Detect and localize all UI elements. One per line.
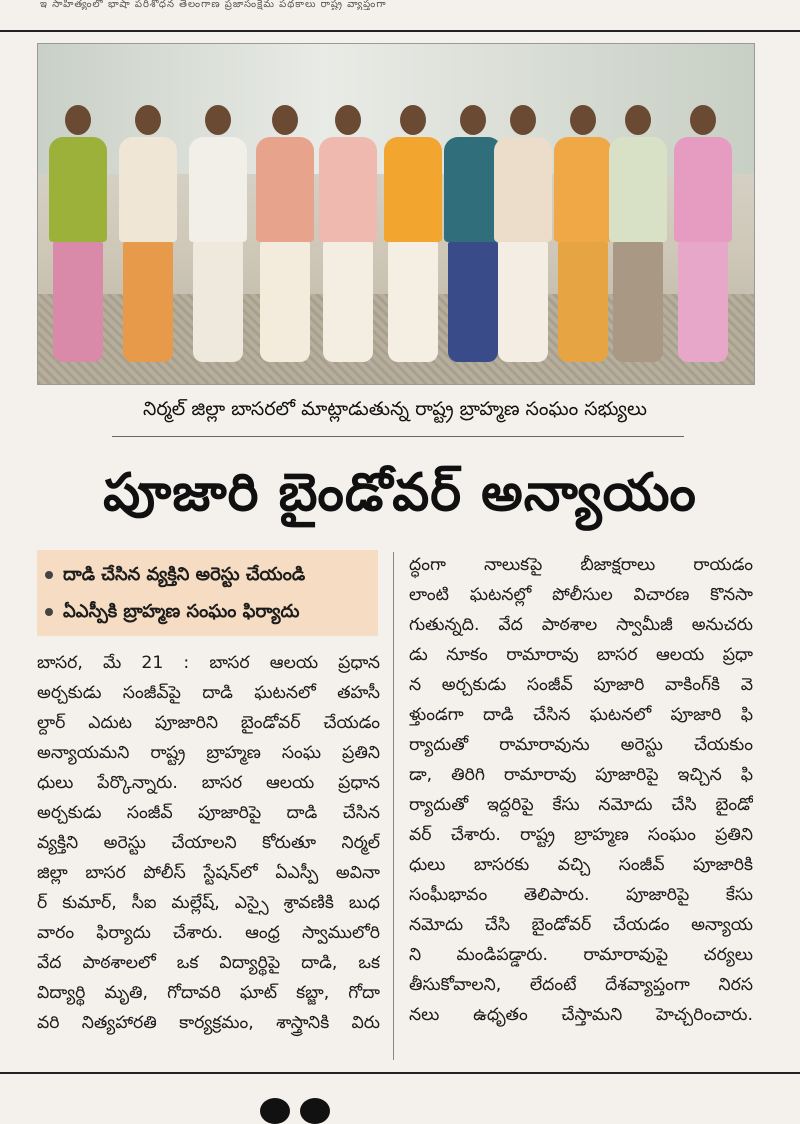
article-line: వర్ చేశారు. రాష్ట్ర బ్రాహ్మణ సంఘం ప్రతిని bbox=[409, 825, 753, 845]
article-line: ర్యాదుతో ఇద్దరిపై కేసు నమోదు చేసి బైండో bbox=[409, 795, 753, 815]
article-line: అర్చకుడు సంజీవ్ పూజారిపై దాడి చేసిన bbox=[37, 803, 380, 823]
highlight-item bbox=[45, 558, 375, 592]
article-line: సంఘీభావం తెలిపారు. పూజారిపై కేసు bbox=[409, 885, 753, 905]
top-divider bbox=[0, 30, 800, 32]
article-line: జిల్లా బాసర పోలీస్ స్టేషన్‌లో ఏఎస్పీ అవినా bbox=[37, 863, 380, 883]
article-line: వేద పాఠశాలలో ఒక విద్యార్థిపై దాడి, ఒక bbox=[37, 953, 380, 973]
article-line: వ్యక్తిని అరెస్టు చేయాలని కోరుతూ నిర్మల్ bbox=[37, 833, 380, 853]
person-figure bbox=[313, 105, 383, 362]
article-line: ద్ధంగా నాలుకపై బీజాక్షరాలు రాయడం bbox=[409, 555, 753, 575]
clipped-top-text: ఇ సాహిత్యంలో భాషా పరిశోధన తెలంగాణ ప్రజాసంక్షేమ పథకాలు రాష్ట్ర వ్యాప్తంగా bbox=[40, 0, 387, 10]
article-line: న అర్చకుడు సంజీవ్ పూజారి వాకింగ్‌కి వె bbox=[409, 675, 753, 695]
article-line: ధులు బాసరకు వచ్చి సంజీవ్ పూజారికి bbox=[409, 855, 753, 875]
clipped-bottom-graphic bbox=[200, 1098, 360, 1114]
highlight-text: ఏఎస్పీకి బ్రాహ్మణ సంఘం ఫిర్యాదు bbox=[63, 601, 300, 622]
person-figure bbox=[43, 105, 113, 362]
article-line: తీసుకోవాలని, లేదంటే దేశవ్యాప్తంగా నిరస bbox=[409, 975, 753, 995]
article-line: ని మండిపడ్డారు. రామారావుపై చర్యలు bbox=[409, 945, 753, 965]
article-line: అన్యాయమని రాష్ట్ర బ్రాహ్మణ సంఘ ప్రతిని bbox=[37, 743, 380, 763]
headline: పూజారి బైండోవర్ అన్యాయం bbox=[103, 463, 697, 523]
photo-caption: నిర్మల్ జిల్లా బాసరలో మాట్లాడుతున్న రాష్ట్ర బ్రాహ్మణ సంఘం సభ్యులు bbox=[142, 398, 648, 420]
highlight-item bbox=[45, 595, 375, 629]
article-line: లాంటి ఘటనల్లో పోలీసుల విచారణ కొనసా bbox=[409, 585, 753, 605]
article-line: అర్చకుడు సంజీవ్‌పై దాడి ఘటనలో తహసీ bbox=[37, 683, 380, 703]
bullet-icon bbox=[45, 608, 53, 616]
article-line: నలు ఉధృతం చేస్తామని హెచ్చరించారు. bbox=[409, 1005, 753, 1025]
article-line: నమోదు చేసి బైండోవర్ చేయడం అన్యాయ bbox=[409, 915, 753, 935]
article-line: ళ్తుండగా దాడి చేసిన ఘటనలో పూజారి ఫి bbox=[409, 705, 753, 725]
person-figure bbox=[250, 105, 320, 362]
article-line: గుతున్నది. వేద పాఠశాల స్వామీజీ అనుచరు bbox=[409, 615, 753, 635]
article-left-column bbox=[37, 648, 380, 1038]
article-line: వారం ఫిర్యాదు చేశారు. ఆంధ్ర స్వాములోరి bbox=[37, 923, 380, 943]
group-photo bbox=[37, 43, 755, 385]
caption-divider bbox=[112, 436, 684, 437]
bottom-divider bbox=[0, 1072, 800, 1074]
person-figure bbox=[668, 105, 738, 362]
person-figure bbox=[603, 105, 673, 362]
article-line: వరి నిత్యహారతి కార్యక్రమం, శాస్త్రానికి విరు bbox=[37, 1013, 380, 1033]
highlights-box bbox=[37, 550, 378, 636]
article-line: ర్ కుమార్, సీఐ మల్లేష్, ఎస్సై శ్రావణికి బుధ bbox=[37, 893, 380, 913]
bullet-icon bbox=[45, 571, 53, 579]
person-figure bbox=[113, 105, 183, 362]
article-line: డా, తిరిగి రామారావు పూజారిపై ఇచ్చిన ఫి bbox=[409, 765, 753, 785]
highlight-text: దాడి చేసిన వ్యక్తిని అరెస్టు చేయండి bbox=[63, 564, 306, 585]
article-line: ర్యాదుతో రామారావును అరెస్టు చేయకుం bbox=[409, 735, 753, 755]
article-line: ల్దార్ ఎదుట పూజారిని బైండోవర్ చేయడం bbox=[37, 713, 380, 733]
column-divider bbox=[393, 552, 394, 1060]
article-line: బాసర, మే 21 : బాసర ఆలయ ప్రధాన bbox=[37, 653, 380, 673]
article-line: డు నూకం రామారావు బాసర ఆలయ ప్రధా bbox=[409, 645, 753, 665]
article-right-column bbox=[409, 550, 753, 1030]
article-line: ధులు పేర్కొన్నారు. బాసర ఆలయ ప్రధాన bbox=[37, 773, 380, 793]
person-figure bbox=[183, 105, 253, 362]
article-line: విద్యార్థి మృతి, గోదావరి ఘాట్ కబ్జా, గోదా bbox=[37, 983, 380, 1003]
